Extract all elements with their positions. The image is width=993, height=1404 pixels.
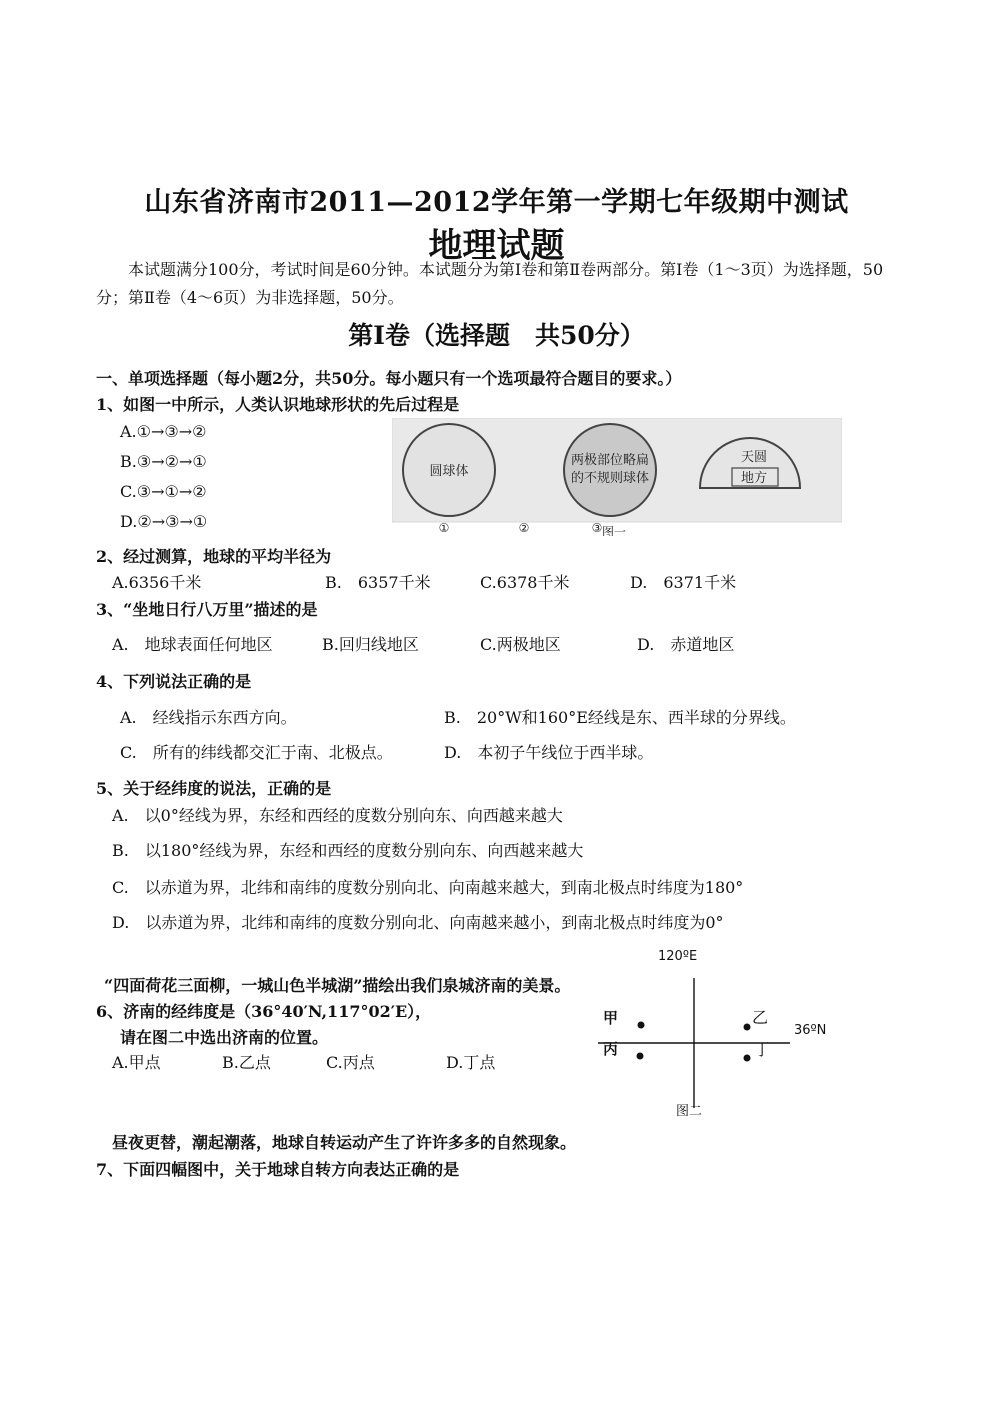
marker-2: ②: [518, 521, 530, 535]
question-4-option-c[interactable]: C. 所有的纬线都交汇于南、北极点。: [120, 743, 393, 762]
question-6-option-a[interactable]: A.甲点: [112, 1053, 161, 1072]
figure-1-caption: 图一: [601, 525, 627, 536]
circle2-label-1: 两极部位略扁: [570, 453, 650, 468]
question-5-option-b[interactable]: B. 以180°经线为界，东经和西经的度数分别向东、向西越来越大: [112, 841, 584, 860]
question-1-option-d[interactable]: D.②→③→①: [120, 512, 208, 531]
volume-heading: 第Ⅰ卷（选择题 共50分）: [348, 321, 645, 350]
question-1-stem: 1、如图一中所示，人类认识地球形状的先后过程是: [96, 395, 460, 414]
point-yi: [744, 1024, 751, 1031]
question-5-option-c[interactable]: C. 以赤道为界，北纬和南纬的度数分别向北、向南越来越大，到南北极点时纬度为180°: [112, 878, 744, 897]
dome-label-bottom: 地方: [740, 471, 768, 486]
circle2-label-2: 的不规则球体: [570, 471, 650, 486]
question-6-option-b[interactable]: B.乙点: [222, 1053, 271, 1072]
label-ding: 丁: [754, 1040, 771, 1059]
question-2-stem: 2、经过测算，地球的平均半径为: [96, 547, 332, 566]
oblate-sphere-icon: [564, 424, 656, 516]
exam-intro-text: 本试题满分100分，考试时间是60分钟。本试题分为第Ⅰ卷和第Ⅱ卷两部分。第Ⅰ卷（1～3页）为选择题，50分；第Ⅱ卷（4～6页）为非选择题，50分。: [96, 260, 884, 307]
marker-1: ①: [438, 521, 450, 535]
exam-subtitle: 地理试题: [428, 226, 565, 266]
question-3-stem: 3、“坐地日行八万里”描述的是: [96, 600, 318, 619]
question-5-option-a[interactable]: A. 以0°经线为界，东经和西经的度数分别向东、向西越来越大: [112, 806, 563, 825]
dome-label-top: 天圆: [740, 450, 768, 465]
question-4-option-d[interactable]: D. 本初子午线位于西半球。: [444, 743, 654, 762]
section-heading: 一、单项选择题（每小题2分，共50分。每小题只有一个选项最符合题目的要求。）: [96, 369, 682, 388]
question-7-stem: 7、下面四幅图中，关于地球自转方向表达正确的是: [96, 1160, 460, 1179]
question-4-option-b[interactable]: B. 20°W和160°E经线是东、西半球的分界线。: [444, 708, 796, 727]
figure-1: [392, 418, 842, 536]
question-1-option-c[interactable]: C.③→①→②: [120, 482, 207, 501]
exam-intro: [96, 256, 906, 312]
question-2-option-b[interactable]: B. 6357千米: [325, 573, 431, 592]
point-bing: [637, 1053, 644, 1060]
point-ding: [744, 1055, 751, 1062]
question-3-option-c[interactable]: C.两极地区: [480, 635, 561, 654]
question-6-option-d[interactable]: D.丁点: [446, 1053, 496, 1072]
circle1-label: 圆球体: [429, 464, 469, 479]
figure-2: [598, 945, 838, 1125]
question-3-option-b[interactable]: B.回归线地区: [322, 635, 419, 654]
parallel-label: 36ºN: [794, 1023, 827, 1038]
question-2-option-a[interactable]: A.6356千米: [112, 573, 202, 592]
marker-3: ③: [591, 521, 603, 535]
question-6-lead: “四面荷花三面柳，一城山色半城湖”描绘出我们泉城济南的美景。: [104, 976, 571, 995]
label-bing: 丙: [603, 1040, 619, 1058]
question-4-option-a[interactable]: A. 经线指示东西方向。: [120, 708, 297, 727]
figure-2-caption: 图二: [676, 1104, 703, 1119]
question-4-stem: 4、下列说法正确的是: [96, 672, 252, 691]
question-1-option-a[interactable]: A.①→③→②: [120, 422, 207, 441]
question-2-option-d[interactable]: D. 6371千米: [630, 573, 737, 592]
question-6-stem-2: 请在图二中选出济南的位置。: [120, 1028, 329, 1047]
meridian-label: 120ºE: [658, 949, 698, 964]
exam-title: 山东省济南市2011—2012学年第一学期七年级期中测试: [144, 187, 849, 218]
question-3-option-a[interactable]: A. 地球表面任何地区: [112, 635, 273, 654]
question-6-option-c[interactable]: C.丙点: [326, 1053, 375, 1072]
label-yi: 乙: [752, 1008, 769, 1027]
question-6-stem: 6、济南的经纬度是（36°40′N,117°02′E），: [96, 1002, 432, 1021]
question-5-stem: 5、关于经纬度的说法，正确的是: [96, 779, 332, 798]
question-7-lead: 昼夜更替，潮起潮落，地球自转运动产生了许许多多的自然现象。: [112, 1133, 577, 1152]
question-5-option-d[interactable]: D. 以赤道为界，北纬和南纬的度数分别向北、向南越来越小，到南北极点时纬度为0°: [112, 913, 724, 932]
point-jia: [638, 1022, 645, 1029]
label-jia: 甲: [603, 1009, 619, 1027]
question-3-option-d[interactable]: D. 赤道地区: [637, 635, 735, 654]
question-2-option-c[interactable]: C.6378千米: [480, 573, 570, 592]
question-1-option-b[interactable]: B.③→②→①: [120, 452, 207, 471]
